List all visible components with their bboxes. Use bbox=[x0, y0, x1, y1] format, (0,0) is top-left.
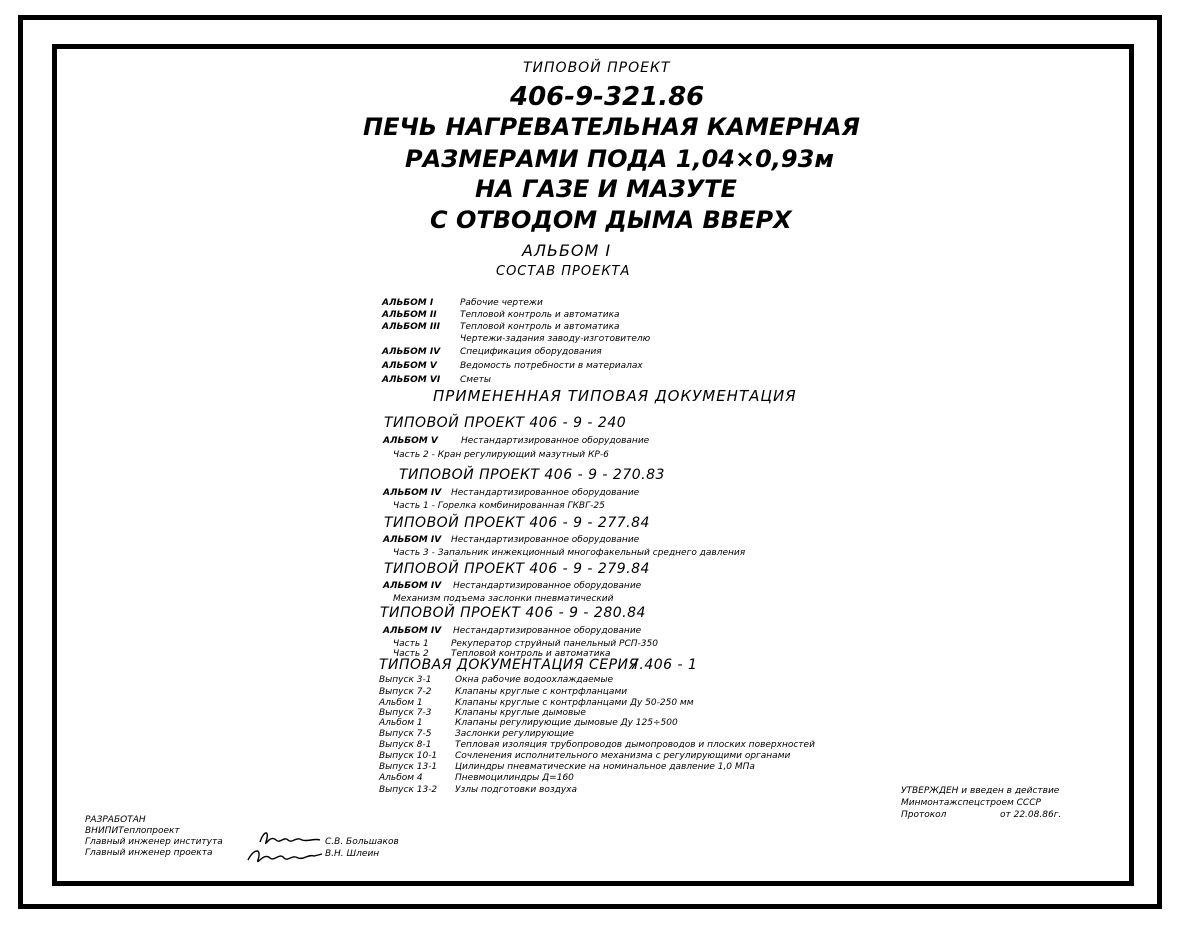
item-label: Выпуск 8-1 bbox=[379, 740, 432, 750]
list-item bbox=[382, 323, 620, 332]
item-text: Клапаны круглые дымовые bbox=[455, 708, 586, 718]
list-item bbox=[393, 502, 605, 511]
item-text: Окна рабочие водоохлаждаемые bbox=[455, 675, 614, 685]
item-label: АЛЬБОМ V bbox=[383, 436, 438, 446]
list-item bbox=[382, 376, 491, 385]
developed-line-4: Главный инженер проекта bbox=[85, 848, 213, 858]
project-title: ТИПОВОЙ ПРОЕКТ 406 - 9 - 240 bbox=[384, 415, 627, 431]
developed-line-3: Главный инженер института bbox=[85, 837, 223, 847]
list-item bbox=[382, 299, 543, 308]
series-number: 7.406 - 1 bbox=[630, 657, 698, 673]
item-text: Тепловой контроль и автоматика bbox=[460, 322, 620, 332]
item-text: Заслонки регулирующие bbox=[455, 729, 574, 739]
list-item bbox=[382, 348, 602, 357]
item-text: Нестандартизированное оборудование bbox=[451, 488, 640, 498]
item-text: Часть 3 - Запальник инжекционный многофакельный среднего давления bbox=[393, 548, 746, 558]
item-text: Нестандартизированное оборудование bbox=[453, 626, 642, 636]
title-line-1: ПЕЧЬ НАГРЕВАТЕЛЬНАЯ КАМЕРНАЯ bbox=[363, 113, 861, 141]
item-text: Нестандартизированное оборудование bbox=[461, 436, 650, 446]
album-label: АЛЬБОМ I bbox=[522, 241, 612, 260]
developer-name-1: С.В. Большаков bbox=[325, 837, 399, 847]
item-text: Рабочие чертежи bbox=[460, 298, 543, 308]
list-item bbox=[379, 741, 815, 750]
developer-name-2: В.Н. Шлеин bbox=[325, 849, 380, 859]
item-label: Выпуск 7-2 bbox=[379, 687, 432, 697]
item-text: Тепловая изоляция трубопроводов дымопроводов и плоских поверхностей bbox=[455, 740, 815, 750]
list-item bbox=[383, 437, 649, 446]
project-title: ТИПОВОЙ ПРОЕКТ 406 - 9 - 277.84 bbox=[384, 515, 650, 531]
typical-project-label: ТИПОВОЙ ПРОЕКТ bbox=[523, 60, 671, 76]
developed-line-2: ВНИПИТеплопроект bbox=[85, 826, 180, 836]
approved-protocol-label: Протокол bbox=[901, 810, 947, 820]
item-text: Нестандартизированное оборудование bbox=[453, 581, 642, 591]
project-title: ТИПОВОЙ ПРОЕКТ 406 - 9 - 280.84 bbox=[380, 605, 646, 621]
item-text: Узлы подготовки воздуха bbox=[455, 785, 578, 795]
list-item bbox=[379, 676, 613, 685]
item-label: АЛЬБОМ VI bbox=[382, 375, 441, 385]
applied-heading: ПРИМЕНЕННАЯ ТИПОВАЯ ДОКУМЕНТАЦИЯ bbox=[433, 387, 797, 405]
list-item bbox=[379, 774, 574, 783]
item-text: Нестандартизированное оборудование bbox=[451, 535, 640, 545]
item-label: АЛЬБОМ V bbox=[382, 361, 437, 371]
approved-line-1: УТВЕРЖДЕН и введен в действие bbox=[901, 786, 1060, 796]
list-item bbox=[383, 582, 641, 591]
item-text: Спецификация оборудования bbox=[460, 347, 602, 357]
list-item bbox=[393, 595, 613, 604]
item-text: Часть 1 - Горелка комбинированная ГКВГ-25 bbox=[393, 501, 605, 511]
title-line-3: НА ГАЗЕ И МАЗУТЕ bbox=[475, 175, 737, 203]
item-label: АЛЬБОМ IV bbox=[383, 535, 442, 545]
list-item bbox=[379, 730, 574, 739]
signature-1 bbox=[260, 833, 320, 844]
item-label: АЛЬБОМ II bbox=[382, 310, 437, 320]
item-text: Сметы bbox=[460, 375, 491, 385]
signatures-image bbox=[240, 828, 330, 874]
list-item bbox=[393, 549, 745, 558]
item-text: Сочленения исполнительного механизма с регулирующими органами bbox=[455, 751, 791, 761]
project-title: ТИПОВОЙ ПРОЕКТ 406 - 9 - 270.83 bbox=[399, 467, 665, 483]
item-label: АЛЬБОМ III bbox=[382, 322, 440, 332]
list-item bbox=[382, 311, 620, 320]
item-label: Альбом 1 bbox=[379, 718, 423, 728]
item-label: АЛЬБОМ IV bbox=[383, 488, 442, 498]
list-item bbox=[383, 489, 639, 498]
item-text: Цилиндры пневматические на номинальное давление 1,0 МПа bbox=[455, 762, 755, 772]
developed-line-1: РАЗРАБОТАН bbox=[85, 815, 146, 825]
list-item bbox=[379, 709, 586, 718]
item-label: Альбом 1 bbox=[379, 698, 423, 708]
list-item bbox=[393, 640, 658, 649]
item-label: Выпуск 13-1 bbox=[379, 762, 438, 772]
item-label: Выпуск 3-1 bbox=[379, 675, 432, 685]
item-label: Часть 1 bbox=[393, 639, 429, 649]
title-line-4: С ОТВОДОМ ДЫМА ВВЕРХ bbox=[430, 206, 792, 234]
approved-line-2: Минмонтажспецстроем СССР bbox=[901, 798, 1041, 808]
composition-label: СОСТАВ ПРОЕКТА bbox=[496, 264, 631, 279]
list-item bbox=[379, 752, 790, 761]
item-label: Выпуск 13-2 bbox=[379, 785, 438, 795]
item-text: Тепловой контроль и автоматика bbox=[460, 310, 620, 320]
list-item bbox=[383, 536, 639, 545]
approved-protocol-date: от 22.08.86г. bbox=[1000, 810, 1062, 820]
list-item bbox=[379, 688, 627, 697]
project-title: ТИПОВОЙ ПРОЕКТ 406 - 9 - 279.84 bbox=[384, 561, 650, 577]
list-item bbox=[383, 627, 641, 636]
title-line-2: РАЗМЕРАМИ ПОДА 1,04×0,93м bbox=[405, 145, 834, 173]
list-item bbox=[379, 786, 577, 795]
signature-2 bbox=[248, 851, 322, 862]
item-text: Механизм подъема заслонки пневматический bbox=[393, 594, 614, 604]
item-label: АЛЬБОМ I bbox=[382, 298, 434, 308]
item-text: Рекуператор струйный панельный РСП-350 bbox=[451, 639, 658, 649]
list-item bbox=[379, 699, 693, 708]
project-number: 406-9-321.86 bbox=[510, 82, 705, 112]
item-text: Клапаны круглые с контрфланцами bbox=[455, 687, 628, 697]
item-text: Пневмоцилиндры Д=160 bbox=[455, 773, 574, 783]
list-item bbox=[379, 719, 678, 728]
item-label: АЛЬБОМ IV bbox=[383, 581, 442, 591]
list-item bbox=[382, 335, 650, 344]
item-text: Ведомость потребности в материалах bbox=[460, 361, 643, 371]
series-title: ТИПОВАЯ ДОКУМЕНТАЦИЯ СЕРИЯ bbox=[379, 657, 639, 673]
item-text: Чертежи-задания заводу-изготовителю bbox=[460, 334, 651, 344]
item-text: Часть 2 - Кран регулирующий мазутный КР-6 bbox=[393, 450, 609, 460]
item-text: Клапаны регулирующие дымовые Ду 125÷500 bbox=[455, 718, 678, 728]
item-label: Выпуск 10-1 bbox=[379, 751, 438, 761]
item-label: АЛЬБОМ IV bbox=[382, 347, 441, 357]
item-label: Альбом 4 bbox=[379, 773, 423, 783]
item-label: Выпуск 7-3 bbox=[379, 708, 432, 718]
item-label: Часть 2 bbox=[393, 649, 429, 659]
item-text: Клапаны круглые с контрфланцами Ду 50-250 мм bbox=[455, 698, 694, 708]
list-item bbox=[393, 451, 609, 460]
item-label: АЛЬБОМ IV bbox=[383, 626, 442, 636]
item-text: Тепловой контроль и автоматика bbox=[451, 649, 611, 659]
list-item bbox=[382, 362, 643, 371]
item-label: Выпуск 7-5 bbox=[379, 729, 432, 739]
list-item bbox=[379, 763, 755, 772]
